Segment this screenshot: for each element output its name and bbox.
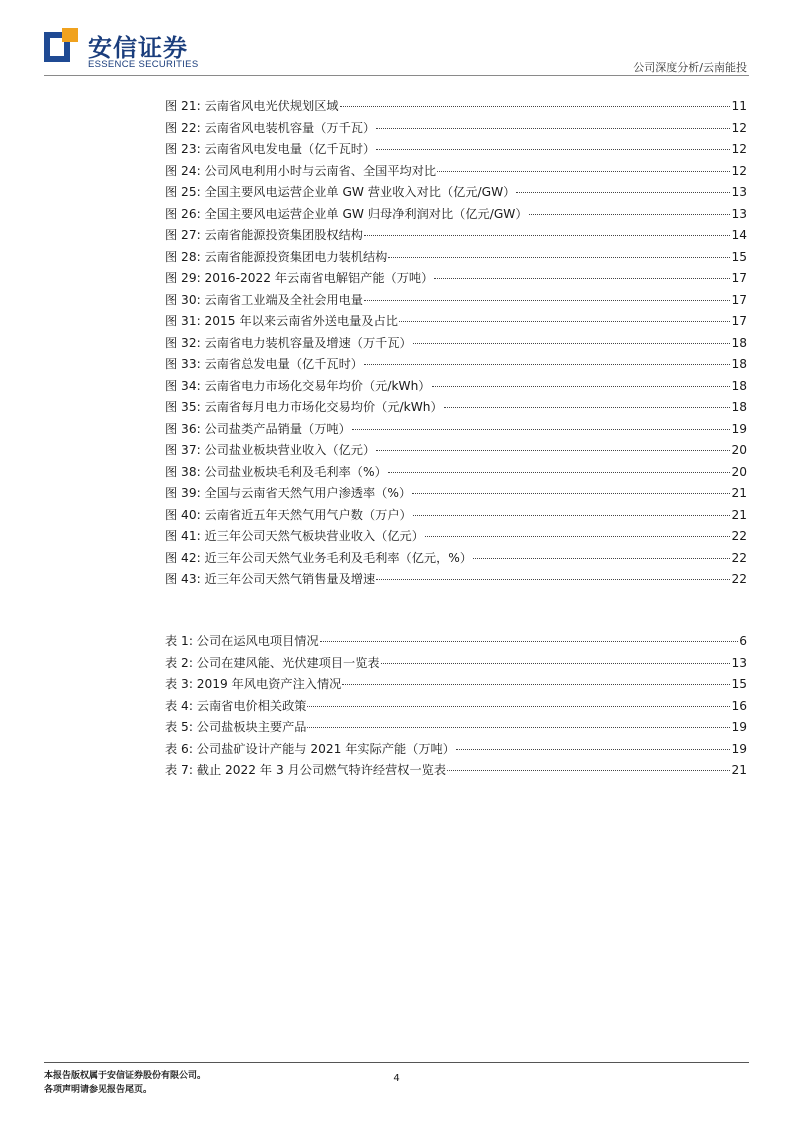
toc-entry-page: 21: [731, 763, 747, 777]
dot-leader: [444, 406, 731, 408]
dot-leader: [412, 492, 730, 494]
toc-entry-page: 20: [731, 464, 747, 479]
dot-leader: [425, 535, 731, 537]
dot-leader: [342, 683, 730, 685]
figure-entry[interactable]: [165, 97, 747, 119]
company-logo: [44, 28, 204, 74]
table-list: [165, 632, 747, 783]
toc-entry-page: 18: [731, 400, 747, 414]
table-entry[interactable]: [165, 697, 747, 719]
figure-entry[interactable]: [165, 527, 747, 549]
toc-entry-label: 图 32: 云南省电力装机容量及增速（万千瓦）: [165, 335, 412, 350]
toc-entry-label: 图 23: 云南省风电发电量（亿千瓦时）: [165, 142, 376, 156]
toc-entry-label: 表 2: 公司在建风能、光伏建项目一览表: [165, 655, 380, 670]
toc-entry-label: 图 31: 2015 年以来云南省外送电量及占比: [165, 314, 398, 328]
toc-entry-page: 12: [731, 120, 747, 135]
toc-entry-page: 17: [731, 314, 747, 328]
figure-entry[interactable]: [165, 248, 747, 270]
toc-entry-label: 表 7: 截止 2022 年 3 月公司燃气特许经营权一览表: [165, 763, 447, 777]
dot-leader: [516, 191, 730, 193]
table-entry[interactable]: [165, 632, 747, 654]
toc-entry-page: 15: [731, 677, 747, 691]
figure-entry[interactable]: [165, 377, 747, 399]
table-entry[interactable]: [165, 654, 747, 676]
toc-entry-label: 表 3: 2019 年风电资产注入情况: [165, 677, 342, 691]
dot-leader: [307, 726, 730, 728]
toc-entry-page: 17: [731, 271, 747, 285]
figure-entry[interactable]: [165, 570, 747, 592]
figure-entry[interactable]: [165, 119, 747, 141]
figure-entry[interactable]: [165, 441, 747, 463]
table-entry[interactable]: [165, 761, 747, 783]
dot-leader: [399, 320, 731, 322]
dot-leader: [364, 234, 730, 236]
toc-entry-page: 21: [731, 486, 747, 500]
toc-entry-page: 22: [731, 572, 747, 586]
figure-entry[interactable]: [165, 140, 747, 162]
dot-leader: [413, 514, 731, 516]
figure-entry[interactable]: [165, 269, 747, 291]
toc-entry-page: 22: [731, 529, 747, 543]
dot-leader: [473, 557, 730, 559]
toc-entry-label: 图 38: 公司盐业板块毛利及毛利率（%）: [165, 464, 387, 479]
toc-entry-page: 19: [731, 421, 747, 436]
table-entry[interactable]: [165, 740, 747, 762]
dot-leader: [320, 640, 739, 642]
dot-leader: [388, 471, 731, 473]
dot-leader: [340, 105, 731, 107]
toc-entry-label: 图 40: 云南省近五年天然气用气户数（万户）: [165, 507, 412, 522]
toc-entry-page: 6: [739, 634, 747, 648]
toc-entry-page: 21: [731, 507, 747, 522]
figure-entry[interactable]: [165, 312, 747, 334]
footer-divider: [44, 1062, 749, 1063]
toc-entry-label: 图 26: 全国主要风电运营企业单 GW 归母净利润对比（亿元/GW）: [165, 206, 528, 221]
dot-leader: [432, 385, 731, 387]
toc-entry-page: 16: [731, 698, 747, 713]
logo-english-name: ESSENCE SECURITIES: [88, 59, 199, 70]
logo-mark-icon: [44, 28, 78, 64]
toc-entry-label: 表 4: 云南省电价相关政策: [165, 698, 307, 713]
toc-entry-label: 图 34: 云南省电力市场化交易年均价（元/kWh）: [165, 378, 431, 393]
toc-entry-page: 20: [731, 443, 747, 457]
toc-entry-page: 13: [731, 185, 747, 199]
dot-leader: [381, 662, 731, 664]
toc-entry-label: 图 21: 云南省风电光伏规划区域: [165, 99, 339, 113]
dot-leader: [364, 363, 730, 365]
table-entry[interactable]: [165, 718, 747, 740]
dot-leader: [376, 449, 730, 451]
figure-entry[interactable]: [165, 420, 747, 442]
toc-entry-page: 19: [731, 720, 747, 734]
toc-entry-label: 图 24: 公司风电利用小时与云南省、全国平均对比: [165, 163, 437, 178]
figure-entry[interactable]: [165, 355, 747, 377]
toc-entry-label: 图 37: 公司盐业板块营业收入（亿元）: [165, 443, 376, 457]
toc-entry-page: 15: [731, 249, 747, 264]
toc-entry-page: 14: [731, 228, 747, 242]
disclaimer-notice: 各项声明请参见报告尾页。: [44, 1085, 153, 1095]
dot-leader: [364, 299, 730, 301]
figure-entry[interactable]: [165, 226, 747, 248]
toc-entry-label: 图 30: 云南省工业端及全社会用电量: [165, 292, 363, 307]
dot-leader: [388, 256, 730, 258]
toc-entry-label: 图 29: 2016-2022 年云南省电解铝产能（万吨）: [165, 271, 434, 285]
report-type: 公司深度分析/云南能投: [633, 61, 747, 74]
toc-entry-label: 图 27: 云南省能源投资集团股权结构: [165, 228, 363, 242]
toc-entry-page: 11: [731, 99, 747, 113]
toc-entry-page: 12: [731, 163, 747, 178]
toc-entry-page: 13: [731, 655, 747, 670]
toc-entry-page: 18: [731, 357, 747, 371]
toc-entry-label: 图 43: 近三年公司天然气销售量及增速: [165, 572, 376, 586]
table-entry[interactable]: [165, 675, 747, 697]
figure-entry[interactable]: [165, 398, 747, 420]
toc-entry-label: 图 33: 云南省总发电量（亿千瓦时）: [165, 357, 363, 371]
figure-entry[interactable]: [165, 183, 747, 205]
dot-leader: [437, 170, 730, 172]
figure-entry[interactable]: [165, 205, 747, 227]
figure-entry[interactable]: [165, 506, 747, 528]
toc-entry-page: 19: [731, 741, 747, 756]
figure-entry[interactable]: [165, 162, 747, 184]
toc-entry-label: 图 22: 云南省风电装机容量（万千瓦）: [165, 120, 376, 135]
dot-leader: [456, 748, 731, 750]
figure-list: [165, 97, 747, 592]
header-divider: [44, 75, 749, 76]
toc-entry-label: 图 28: 云南省能源投资集团电力装机结构: [165, 249, 388, 264]
toc-entry-label: 图 36: 公司盐类产品销量（万吨）: [165, 421, 351, 436]
figure-entry[interactable]: [165, 334, 747, 356]
toc-entry-page: 22: [731, 550, 747, 565]
dot-leader: [307, 705, 730, 707]
figure-entry[interactable]: [165, 291, 747, 313]
toc-entry-page: 18: [731, 378, 747, 393]
page-number: 4: [393, 1073, 400, 1084]
toc-entry-page: 12: [731, 142, 747, 156]
logo-chinese-name: 安信证券: [88, 34, 188, 62]
toc-entry-label: 图 35: 云南省每月电力市场化交易均价（元/kWh）: [165, 400, 443, 414]
toc-entry-label: 表 1: 公司在运风电项目情况: [165, 634, 319, 648]
dot-leader: [352, 428, 731, 430]
figure-entry[interactable]: [165, 549, 747, 571]
toc-entry-label: 图 42: 近三年公司天然气业务毛利及毛利率（亿元，%）: [165, 550, 473, 565]
dot-leader: [447, 769, 730, 771]
dot-leader: [529, 213, 731, 215]
toc-entry-label: 表 5: 公司盐板块主要产品: [165, 720, 307, 734]
dot-leader: [434, 277, 730, 279]
toc-entry-page: 18: [731, 335, 747, 350]
dot-leader: [376, 578, 730, 580]
toc-entry-label: 表 6: 公司盐矿设计产能与 2021 年实际产能（万吨）: [165, 741, 455, 756]
toc-entry-page: 17: [731, 292, 747, 307]
figure-entry[interactable]: [165, 463, 747, 485]
copyright-notice: 本报告版权属于安信证券股份有限公司。: [44, 1071, 207, 1081]
dot-leader: [413, 342, 731, 344]
dot-leader: [376, 127, 730, 129]
toc-entry-label: 图 41: 近三年公司天然气板块营业收入（亿元）: [165, 529, 424, 543]
dot-leader: [376, 148, 730, 150]
figure-entry[interactable]: [165, 484, 747, 506]
toc-entry-label: 图 39: 全国与云南省天然气用户渗透率（%）: [165, 486, 412, 500]
toc-entry-label: 图 25: 全国主要风电运营企业单 GW 营业收入对比（亿元/GW）: [165, 185, 516, 199]
toc-entry-page: 13: [731, 206, 747, 221]
